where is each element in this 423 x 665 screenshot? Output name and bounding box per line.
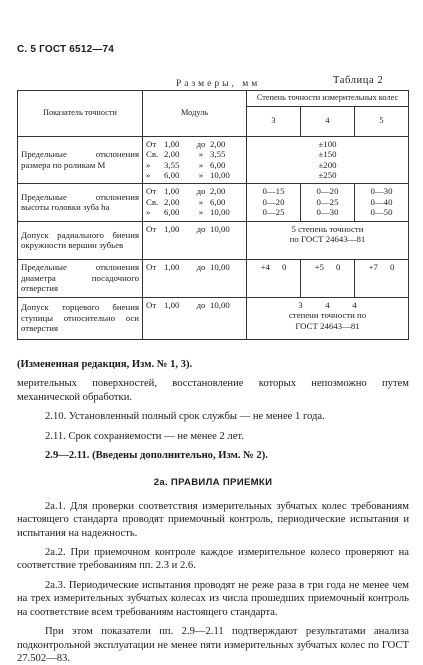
paragraph: 2а.3. Периодические испытания проводят не реже раза в три года не менее чем на трех измерительных зубчатых колесах из числа прошедших приемочный контроль на соответствие всем требованиям настоящего стандарта. — [17, 579, 409, 618]
degree-5-cell: +7 0 — [354, 259, 408, 297]
module-cell: От 1,00 до 2,00 Св. 2,00 » 3,55 » 3,55 » 6,00 » 6,00 » 10,00 — [143, 136, 247, 183]
paragraph: 2а.1. Для проверки соответствия измерительных зубчатых колес требованиям настоящего стандарта проводят приемочный контроль, периодические испытания и испытания на надежность. — [17, 500, 409, 539]
paragraph: При этом показатели пп. 2.9—2.11 подтверждают результатами анализа подконтрольной эксплуатации не менее пяти измерительных зубчатых колес по ГОСТ 27.502—83. — [17, 626, 409, 664]
amendment-note: 2.9—2.11. (Введены дополнительно, Изм. № 2). — [45, 450, 268, 462]
body-text — [17, 358, 409, 665]
amendment-note: (Измененная редакция, Изм. № 1, 3). — [17, 359, 193, 370]
paragraph: мерительных поверхностей, восстановление которых непозможно путем механической обработки. — [17, 378, 409, 403]
degree-3-cell: 0—15 0—20 0—25 — [247, 183, 301, 221]
merged-value-cell: ±100 ±150 ±200 ±250 — [247, 136, 409, 183]
table-row — [18, 221, 409, 259]
paragraph: 2.11. Срок сохраняемости — не менее 2 лет. — [45, 430, 244, 442]
section-title: 2а. ПРАВИЛА ПРИЕМКИ — [153, 477, 273, 489]
row-name: Допуск торцевого биения ступицы относительно оси отверстия — [18, 297, 143, 339]
module-cell: От 1,00 до 10,00 — [143, 259, 247, 297]
paragraph: 2а.2. При приемочном контроле каждое измерительное колесо проверяют на соответствие требованиям пп. 2.3 и 2.6. — [17, 547, 409, 572]
degree-5-header: 5 — [354, 106, 408, 136]
module-cell: От 1,00 до 2,00 Св. 2,00 » 6,00 » 6,00 » 10,00 — [143, 183, 247, 221]
merged-value-cell: 3 4 4 степени точности по ГОСТ 24643—81 — [247, 297, 409, 339]
module-cell: От 1,00 до 10,00 — [143, 221, 247, 259]
module-cell: От 1,00 до 10,00 — [143, 297, 247, 339]
row-name: Предельные отклонения размера по роликам M — [18, 136, 143, 183]
table-row — [18, 183, 409, 221]
merged-value-cell: 5 степень точности по ГОСТ 24643—81 — [247, 221, 409, 259]
row-name: Допуск радиального биения окружности вершин зубьев — [18, 221, 143, 259]
col-header-module: Модуль — [143, 91, 247, 137]
col-header-degree: Степень точности измерительных колес — [247, 91, 409, 107]
table-row — [18, 136, 409, 183]
table-caption: Размеры, мм — [176, 79, 261, 89]
tolerance-table — [17, 90, 409, 340]
degree-3-cell: +4 0 — [247, 259, 301, 297]
row-name: Предельные отклонения высоты головки зуба hа — [18, 183, 143, 221]
degree-4-header: 4 — [300, 106, 354, 136]
degree-5-cell: 0—30 0—40 0—50 — [354, 183, 408, 221]
table-row — [18, 259, 409, 297]
row-name: Предельные отклонения диаметра посадочного отверстия — [18, 259, 143, 297]
table-row — [18, 297, 409, 339]
degree-4-cell: +5 0 — [300, 259, 354, 297]
col-header-indicator: Показатель точности — [18, 91, 143, 137]
table-label: Таблица 2 — [333, 75, 384, 86]
degree-3-header: 3 — [247, 106, 301, 136]
paragraph: 2.10. Установленный полный срок службы — не менее 1 года. — [45, 411, 325, 423]
page-header: С. 5 ГОСТ 6512—74 — [17, 44, 115, 55]
degree-4-cell: 0—20 0—25 0—30 — [300, 183, 354, 221]
